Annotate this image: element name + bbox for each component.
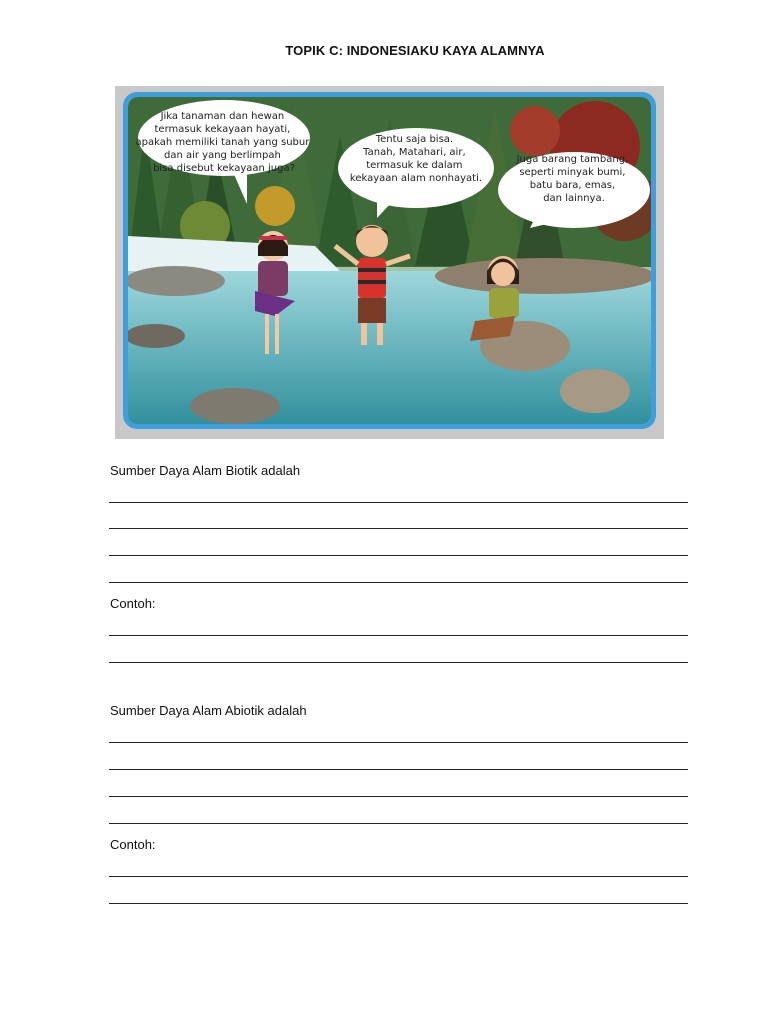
bubble-2-line-1: Tentu saja bisa. bbox=[375, 134, 454, 145]
bubble-1-line-1: Jika tanaman dan hewan bbox=[160, 111, 285, 122]
bubble-2-line-4: kekayaan alam nonhayati. bbox=[349, 173, 483, 184]
bubble-1-line-2: termasuk kekayaan hayati, bbox=[154, 124, 291, 135]
biotic-answer-line-4[interactable] bbox=[109, 582, 688, 583]
biotic-answer-line-3[interactable] bbox=[109, 555, 688, 556]
abiotic-question-label: Sumber Daya Alam Abiotik adalah bbox=[110, 703, 307, 718]
bubble-3-line-1: Juga barang tambang, bbox=[516, 154, 629, 165]
bubble-3-line-3: batu bara, emas, bbox=[529, 180, 616, 191]
biotic-example-line-1[interactable] bbox=[109, 635, 688, 636]
bubble-1-line-3: apakah memiliki tanah yang subur bbox=[135, 137, 310, 148]
biotic-answer-line-2[interactable] bbox=[109, 528, 688, 529]
bubble-1-line-4: dan air yang berlimpah bbox=[163, 150, 281, 161]
bubble-2-line-2: Tanah, Matahari, air, bbox=[363, 147, 466, 158]
abiotic-answer-line-2[interactable] bbox=[109, 769, 688, 770]
illustration bbox=[115, 86, 664, 439]
biotic-example-line-2[interactable] bbox=[109, 662, 688, 663]
abiotic-example-line-2[interactable] bbox=[109, 903, 688, 904]
abiotic-answer-line-3[interactable] bbox=[109, 796, 688, 797]
bubble-3-line-4: dan lainnya. bbox=[543, 193, 605, 204]
abiotic-answer-line-4[interactable] bbox=[109, 823, 688, 824]
biotic-example-label: Contoh: bbox=[110, 596, 156, 611]
speech-bubble-3 bbox=[498, 152, 650, 228]
bubble-3-line-2: seperti minyak bumi, bbox=[519, 167, 626, 178]
biotic-answer-line-1[interactable] bbox=[109, 502, 688, 503]
svg-text:Jika tanaman dan hewan bbox=[135, 111, 312, 174]
illustration-svg bbox=[115, 86, 664, 439]
page-title: TOPIK C: INDONESIAKU KAYA ALAMNYA bbox=[285, 43, 545, 58]
bubble-1-line-5: bisa disebut kekayaan juga? bbox=[153, 163, 295, 174]
abiotic-answer-line-1[interactable] bbox=[109, 742, 688, 743]
abiotic-example-line-1[interactable] bbox=[109, 876, 688, 877]
bubble-2-line-3: termasuk ke dalam bbox=[366, 160, 463, 171]
biotic-question-label: Sumber Daya Alam Biotik adalah bbox=[110, 463, 301, 478]
abiotic-example-label: Contoh: bbox=[110, 837, 156, 852]
